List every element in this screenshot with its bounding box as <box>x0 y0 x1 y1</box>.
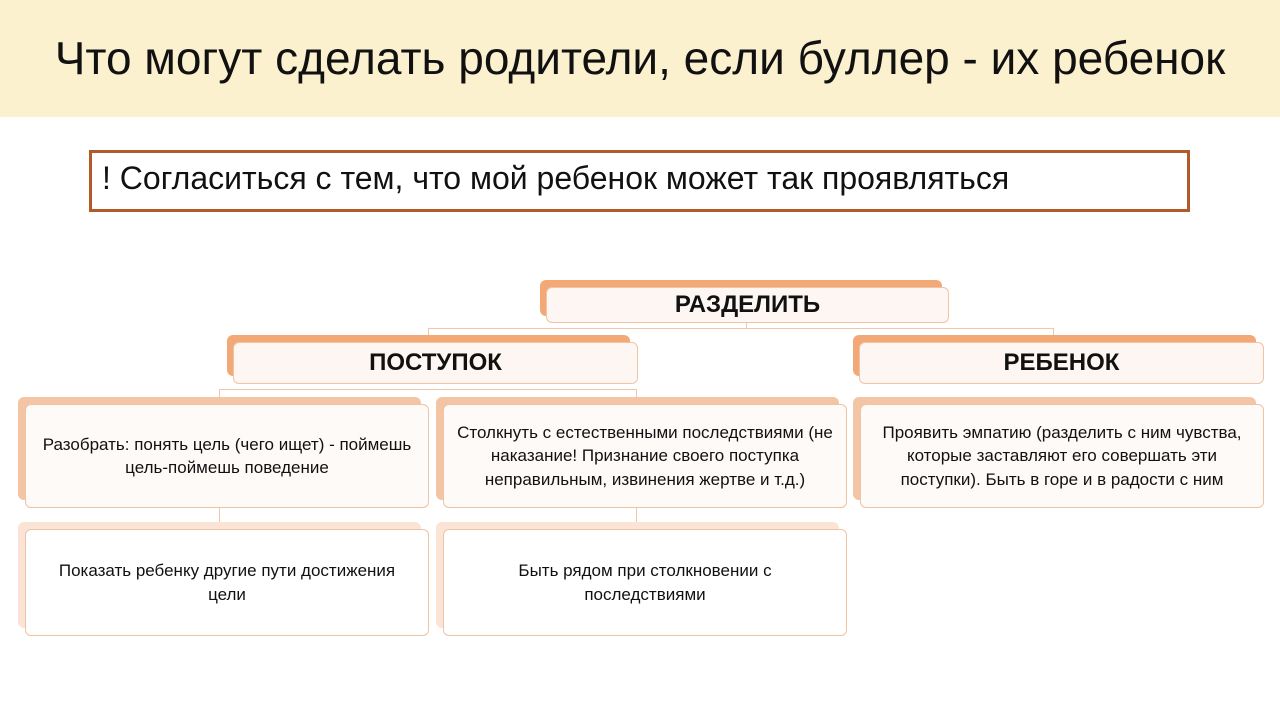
act-item-1 <box>18 397 429 508</box>
branch-label-act: ПОСТУПОК <box>233 342 638 384</box>
branch-node-act <box>227 335 638 384</box>
child-item-1-text: Проявить эмпатию (разделить с ним чувства, которые заставляют его совершать эти поступки). Быть в горе и в радости с ним <box>860 404 1264 508</box>
statement-box <box>89 150 1190 212</box>
act-item-4-text: Быть рядом при столкновении с последствиями <box>443 529 847 636</box>
connector-act-right <box>636 389 637 397</box>
root-label: РАЗДЕЛИТЬ <box>546 287 949 323</box>
act-item-3-text: Показать ребенку другие пути достижения цели <box>25 529 429 636</box>
connector-right-col <box>636 506 637 522</box>
connector-root-horizontal <box>428 328 1054 329</box>
branch-node-child <box>853 335 1264 384</box>
connector-act-horizontal <box>219 389 637 390</box>
act-item-2-text: Столкнуть с естественными последствиями (не наказание! Признание своего поступка неправильным, извинения жертве и т.д.) <box>443 404 847 508</box>
act-item-4 <box>436 522 847 636</box>
statement-text: ! Согласиться с тем, что мой ребенок может так проявляться <box>102 160 1010 196</box>
act-item-3 <box>18 522 429 636</box>
connector-left-col <box>219 506 220 522</box>
root-node <box>540 280 950 324</box>
act-item-2 <box>436 397 847 508</box>
child-item-1 <box>853 397 1264 508</box>
connector-act-left <box>219 389 220 397</box>
slide-title: Что могут сделать родители, если буллер - их ребенок <box>54 32 1226 84</box>
act-item-1-text: Разобрать: понять цель (чего ищет) - поймешь цель-поймешь поведение <box>25 404 429 508</box>
branch-label-child: РЕБЕНОК <box>859 342 1264 384</box>
title-bar <box>0 0 1280 117</box>
